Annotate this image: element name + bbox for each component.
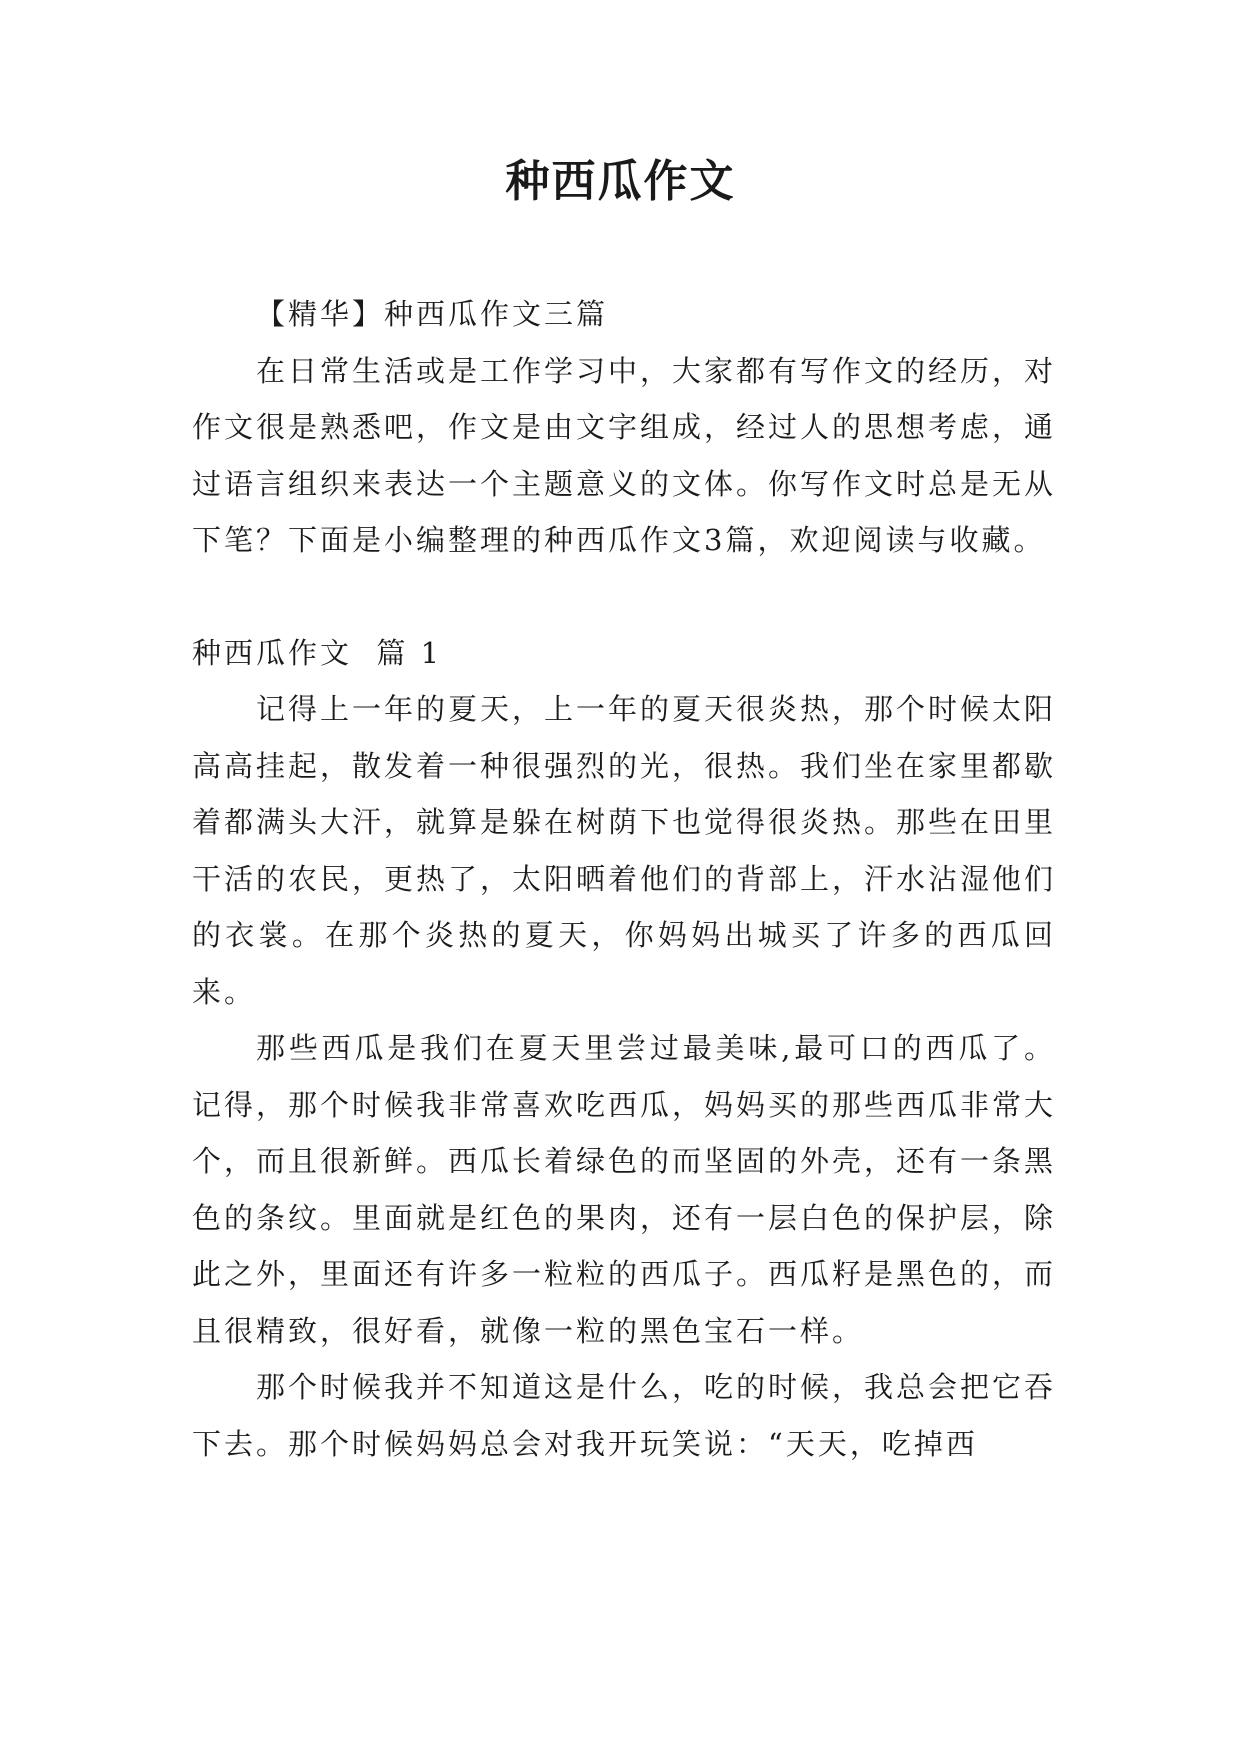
section-heading: 种西瓜作文 篇 1 (192, 635, 443, 670)
body-paragraph: 那些西瓜是我们在夏天里尝过最美味,最可口的西瓜了。记得，那个时候我非常喜欢吃西瓜，妈妈买的那些西瓜非常大个，而且很新鲜。西瓜长着绿色的而坚固的外壳，还有一条黑色的条纹。里面就是红色的果肉，还有一层白色的保护层，除此之外，里面还有许多一粒粒的西瓜子。西瓜籽是黑色的，而且很精致，很好看，就像一粒的黑色宝石一样。 (192, 1031, 1057, 1348)
document-title: 种西瓜作文 (505, 156, 736, 207)
intro-heading: 【精华】种西瓜作文三篇 (256, 297, 609, 331)
body-paragraph: 记得上一年的夏天，上一年的夏天很炎热，那个时候太阳高高挂起，散发着一种很强烈的光，很热。我们坐在家里都歇着都满头大汗，就算是躲在树荫下也觉得很炎热。那些在田里干活的农民，更热了，太阳晒着他们的背部上，汗水沾湿他们的衣裳。在那个炎热的夏天，你妈妈出城买了许多的西瓜回来。 (192, 692, 1057, 1009)
section-spacer (192, 569, 1056, 625)
body-paragraph: 那个时候我并不知道这是什么，吃的时候，我总会把它吞下去。那个时候妈妈总会对我开玩笑说：“天天，吃掉西 (192, 1370, 1057, 1461)
intro-paragraph: 在日常生活或是工作学习中，大家都有写作文的经历，对作文很是熟悉吧，作文是由文字组成，经过人的思想考虑，通过语言组织来表达一个主题意义的文体。你写作文时总是无从下笔？下面是小编整理的种西瓜作文3篇，欢迎阅读与收藏。 (192, 353, 1057, 557)
document-body (192, 286, 1056, 1472)
